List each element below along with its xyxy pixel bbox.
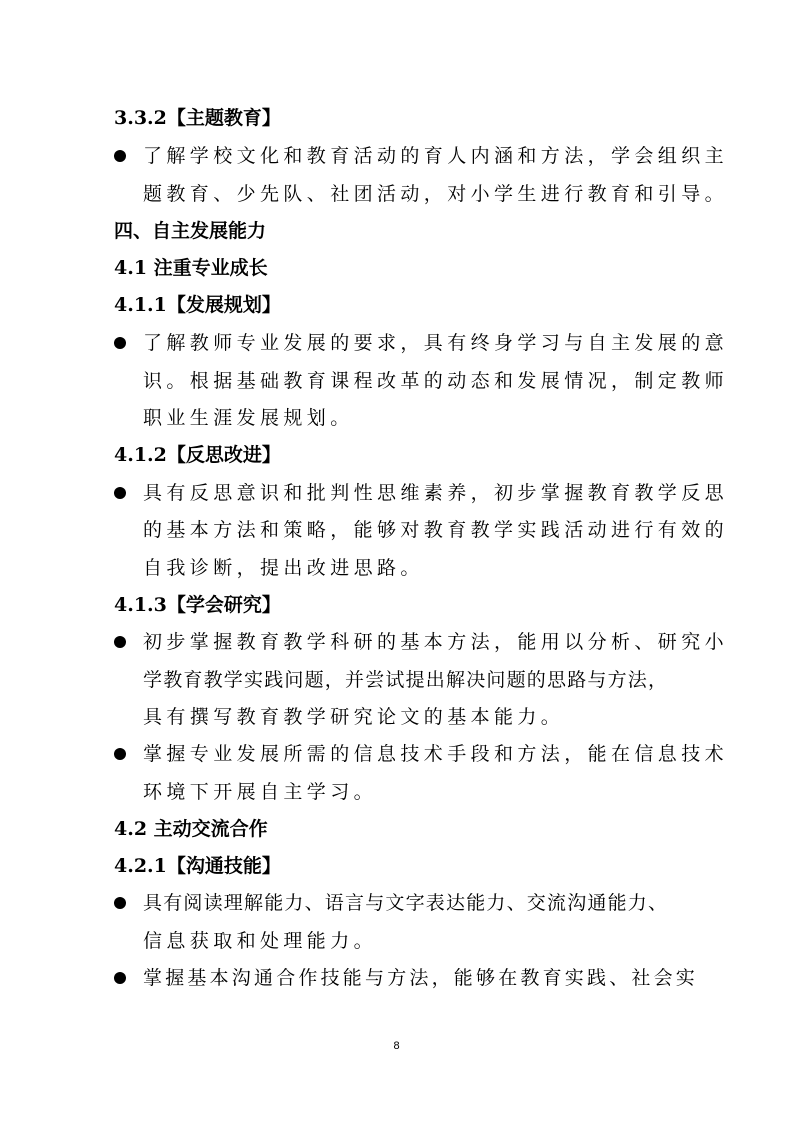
bullet-text-line: 掌握专业发展所需的信息技术手段和方法，能在信息技术 [143, 743, 729, 765]
heading-4-2-1: 4.2.1【沟通技能】 [114, 855, 281, 877]
heading-4-1-3: 4.1.3【学会研究】 [114, 594, 281, 616]
bullet-text-line: 识。根据基础教育课程改革的动态和发展情况，制定教师 [143, 370, 729, 392]
page-number: 8 [393, 1040, 400, 1052]
bullet-text-line: 环境下开展自主学习。 [143, 781, 378, 803]
heading-section-4: 四、自主发展能力 [114, 220, 267, 242]
bullet-dot-icon [114, 748, 126, 760]
heading-4-2: 4.2 主动交流合作 [114, 818, 268, 840]
heading-4-1-2: 4.1.2【反思改进】 [114, 444, 281, 466]
bullet-dot-icon [114, 337, 126, 349]
bullet-text-line: 信息获取和处理能力。 [143, 930, 378, 952]
bullet-text-line: 了解学校文化和教育活动的育人内涵和方法，学会组织主 [143, 145, 729, 167]
bullet-text-line: 掌握基本沟通合作技能与方法，能够在教育实践、社会实 [143, 967, 699, 989]
bullet-dot-icon [114, 897, 126, 909]
bullet-text-line: 初步掌握教育教学科研的基本方法，能用以分析、研究小 [143, 631, 729, 653]
bullet-dot-icon [114, 636, 126, 648]
bullet-text-line: 具有阅读理解能力、语言与文字表达能力、交流沟通能力、 [143, 892, 669, 914]
bullet-text-line: 职业生涯发展规划。 [143, 407, 354, 429]
heading-3-3-2: 3.3.2【主题教育】 [114, 107, 281, 129]
heading-4-1-1: 4.1.1【发展规划】 [114, 294, 281, 316]
bullet-text-line: 题教育、少先队、社团活动，对小学生进行教育和引导。 [143, 183, 729, 205]
heading-4-1: 4.1 注重专业成长 [114, 257, 268, 279]
bullet-text-line: 自我诊断，提出改进思路。 [143, 557, 424, 579]
bullet-text-line: 具有撰写教育教学研究论文的基本能力。 [143, 706, 565, 728]
bullet-dot-icon [114, 487, 126, 499]
bullet-text-line: 学教育教学实践问题，并尝试提出解决问题的思路与方法， [143, 669, 669, 691]
bullet-text-line: 具有反思意识和批判性思维素养，初步掌握教育教学反思 [143, 482, 729, 504]
bullet-dot-icon [114, 972, 126, 984]
bullet-text-line: 的基本方法和策略，能够对教育教学实践活动进行有效的 [143, 519, 729, 541]
bullet-text-line: 了解教师专业发展的要求，具有终身学习与自主发展的意 [143, 332, 729, 354]
bullet-dot-icon [114, 150, 126, 162]
